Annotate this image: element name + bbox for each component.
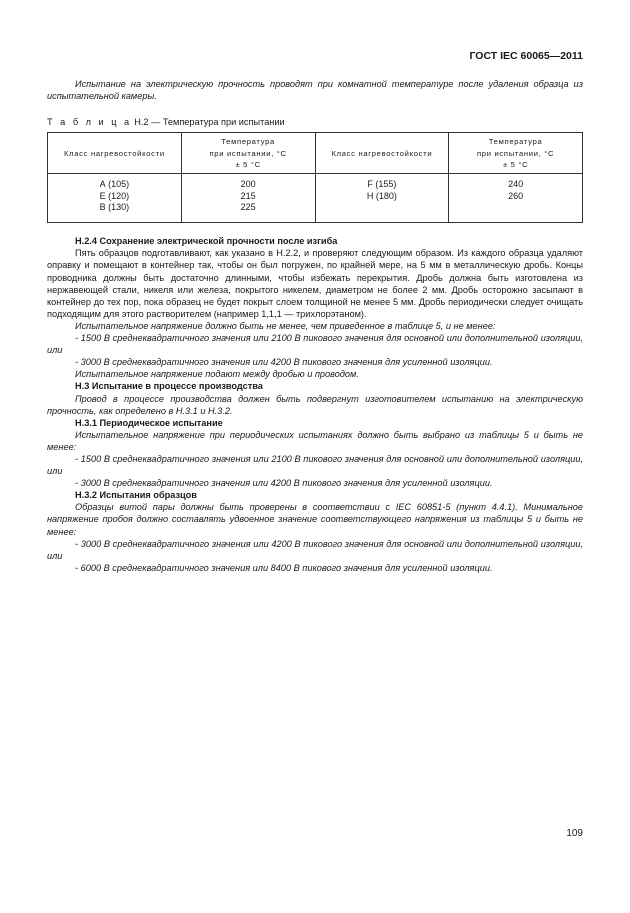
section-h24-paragraph: Пять образцов подготавливают, как указано в Н.2.2, и проверяют следующим образом. Из каждого образца удаляют оправку и помещают в контейнер так, чтобы он был погружен, по крайней мере, на 5 мм в металлическую дробь. Концы проводника должны быть достаточно длинными, чтобы избежать перекрытия. Дробь должна быть изготовлена из нержавеющей стали, никеля или железа, покрытого никелем, диаметром не более 2 мм. Дробь осторожно засыпают в контейнер до тех пор, пока образец не будет покрыт слоем толщиной не менее 5 мм. Дробь периодически следует очищать подходящим для этого растворителем (например 1,1,1 — трихлорэтаном).	[47, 248, 583, 319]
section-h31-list-item: - 1500 В среднеквадратичного значения или 2100 В пикового значения для основной или дополнительной изоляции, или	[47, 453, 583, 477]
table-cell: В (130)	[99, 202, 130, 213]
table-cell: А (105)	[99, 179, 130, 190]
table-cell: 215	[240, 190, 256, 201]
temperature-table	[47, 132, 583, 223]
table-cell: 240	[508, 179, 524, 190]
section-h24-list-item: - 1500 В среднеквадратичного значения или 2100 В пикового значения для основной или дополнительной изоляции, или	[47, 333, 583, 356]
table-caption-title: Н.2 — Температура при испытании	[131, 117, 285, 128]
page-body	[47, 78, 583, 574]
section-h31-title: Н.3.1 Периодическое испытание	[75, 417, 223, 428]
header-temp-right: Температура при испытании, °С ± 5 °С	[449, 133, 583, 174]
header-temp-left: Температура при испытании, °С ± 5 °С	[181, 133, 315, 174]
intro-paragraph: Испытание на электрическую прочность проводят при комнатной температуре после удаления образца из испытательной камеры.	[47, 79, 583, 102]
table-cell: 260	[508, 190, 524, 201]
table-caption	[47, 116, 583, 128]
table-cell: 200	[240, 179, 256, 190]
section-h24-list-item: - 3000 В среднеквадратичного значения или 4200 В пикового значения для усиленной изоляции.	[75, 357, 493, 368]
header-class-right: Класс нагревостойкости	[315, 133, 449, 174]
section-h32-list-item: - 6000 В среднеквадратичного значения или 8400 В пикового значения для усиленной изоляции.	[75, 562, 493, 573]
section-h3-paragraph: Провод в процессе производства должен быть подвергнут изготовителем испытанию на электрическую прочность, как определено в Н.3.1 и Н.3.2.	[47, 393, 583, 416]
section-h32-list-item: - 3000 В среднеквадратичного значения или 4200 В пикового значения для основной или дополнительной изоляции, или	[47, 538, 583, 561]
table-cell: F (155)	[367, 179, 397, 190]
cell-right-temps	[449, 174, 583, 223]
section-h24-title: Н.2.4 Сохранение электрической прочности после изгиба	[75, 236, 338, 247]
table-caption-prefix: Т а б л и ц а	[47, 117, 132, 128]
table-cell: 225	[240, 202, 256, 213]
cell-left-temps	[181, 174, 315, 223]
table-header-row	[48, 133, 583, 174]
section-h24-paragraph: Испытательное напряжение должно быть не менее, чем приведенное в таблице 5, и не менее:	[75, 320, 496, 331]
section-h24-paragraph: Испытательное напряжение подают между дробью и проводом.	[75, 369, 359, 380]
section-h31-list-item: - 3000 В среднеквадратичного значения или 4200 В пикового значения для усиленной изоляции.	[75, 478, 493, 489]
table-cell: Н (180)	[366, 190, 397, 201]
section-h31-paragraph: Испытательное напряжение при периодических испытаниях должно быть выбрано из таблицы 5 и быть не менее:	[47, 429, 583, 452]
document-code: ГОСТ IEC 60065—2011	[469, 50, 583, 62]
section-h3-title: Н.3 Испытание в процессе производства	[75, 381, 263, 392]
cell-left-classes	[48, 174, 182, 223]
section-h32-title: Н.3.2 Испытания образцов	[75, 490, 197, 501]
cell-right-classes	[315, 174, 449, 223]
section-h32-paragraph: Образцы витой пары должны быть проверены в соответствии с IEC 60851-5 (пункт 4.4.1). Минимальное напряжение пробоя должно составлять удвоенное значение соответствующего напряжения из таблицы 5 и быть не менее:	[47, 502, 583, 537]
table-cell: Е (120)	[99, 190, 130, 201]
page-number: 109	[566, 828, 583, 839]
table-row	[48, 174, 583, 223]
header-class-left: Класс нагревостойкости	[48, 133, 182, 174]
